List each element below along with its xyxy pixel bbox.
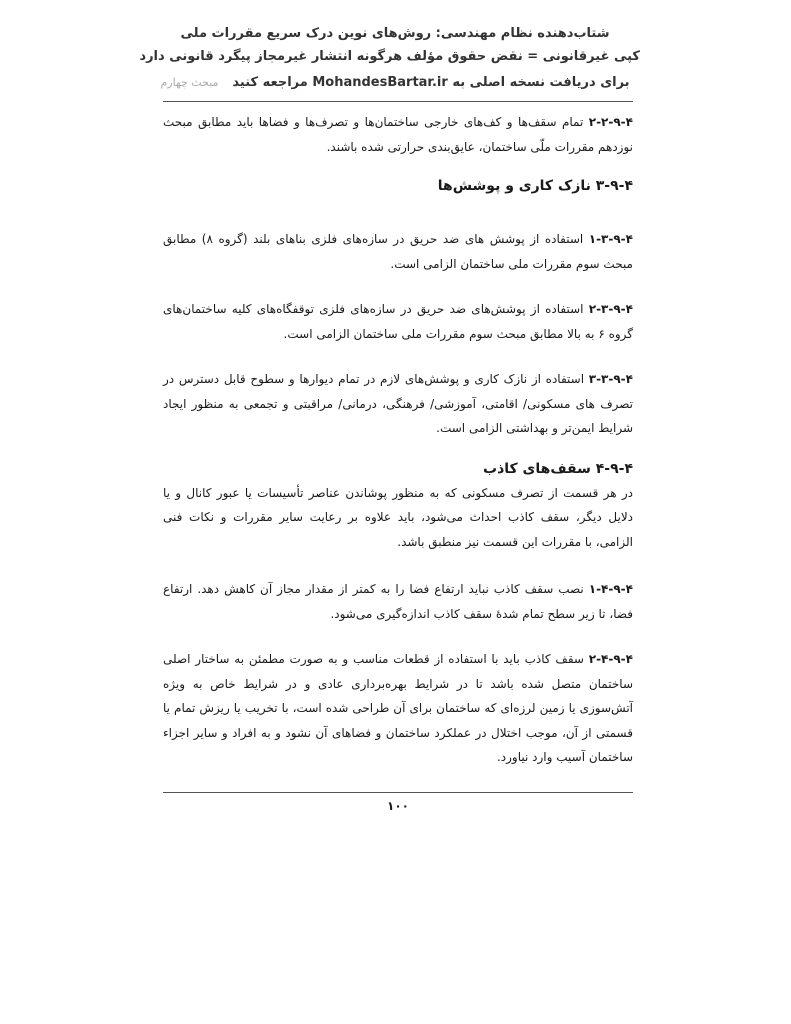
clause-text: سقف کاذب باید با استفاده از قطعات مناسب و به صورت مطمئن به ساختار اصلی ساختمان متصل شده باشد تا در شرایط بهره‌برداری عادی و در شرایط خاص به ویژه آتش‌سوزی یا زمین لرزه‌ای که ساختمان برای آن طراحی شده است، با تخریب یا ریزش تمام یا قسمتی از آن، موجب اختلال در عملکرد ساختمان و فضاهای آن نشود و به افراد و سایر اجزاء ساختمان آسیب وارد نیاورد.: [163, 652, 633, 764]
clause-number: ۴-۹-۴-۱: [588, 582, 633, 596]
footer-rule: [163, 792, 633, 793]
clause-text: استفاده از پوشش های ضد حریق در سازه‌های فلزی بناهای بلند (گروه ۸) مطابق مبحث سوم مقررات ملی ساختمان الزامی است.: [163, 232, 633, 271]
heading-number: ۴-۹-۴: [595, 460, 633, 477]
clause-number: ۴-۹-۳-۲: [588, 302, 633, 316]
clause-text: استفاده از پوشش‌های ضد حریق در سازه‌های فلزی توقفگاه‌های کلیه ساختمان‌های گروه ۶ به بالا مطابق مبحث سوم مقررات ملی ساختمان الزامی است.: [163, 302, 633, 341]
paragraph-4-9-3-3: [163, 367, 633, 441]
clause-text: استفاده از نازک کاری و پوشش‌های لازم در تمام دیوارها و سطوح قابل دسترس در تصرف های مسکونی/ اقامتی، آموزشی/ فرهنگی، درمانی/ مراقبتی و تجمعی به منظور ایجاد شرایط ایمن‌تر و بهداشتی الزامی است.: [163, 372, 633, 435]
paragraph-4-9-3-2: [163, 297, 633, 346]
heading-number: ۴-۹-۳: [595, 178, 633, 194]
clause-text: نصب سقف کاذب نباید ارتفاع فضا را به کمتر از مقدار مجاز آن کاهش دهد. ارتفاع فضا، تا زیر سطح تمام شدهٔ سقف کاذب اندازه‌گیری می‌شود.: [163, 582, 633, 621]
header-row: [150, 75, 640, 90]
heading-4-9-4: [163, 459, 633, 479]
page-number: ۱۰۰: [387, 798, 409, 813]
header-rule: [163, 101, 633, 102]
watermark-line-3: برای دریافت نسخه اصلی به MohandesBartar.ir مراجعه کنید: [232, 75, 630, 90]
heading-text: نازک کاری و پوشش‌ها: [437, 178, 596, 194]
running-header-chapter: مبحث چهارم: [160, 76, 219, 89]
watermark-line-1: شتاب‌دهنده نظام مهندسی: روش‌های نوین درک سریع مقررات ملی: [180, 26, 610, 41]
paragraph-4-9-2-2: [163, 110, 633, 159]
paragraph-4-9-3-1: [163, 227, 633, 276]
clause-text: تمام سقف‌ها و کف‌های خارجی ساختمان‌ها و تصرف‌ها و فضاها باید مطابق مبحث نوزدهم مقررات ملّی ساختمان، عایق‌بندی حرارتی شده باشند.: [163, 115, 633, 154]
clause-number: ۴-۹-۲-۲: [588, 115, 633, 129]
clause-number: ۴-۹-۴-۲: [588, 652, 633, 666]
page-body: [163, 110, 633, 813]
clause-number: ۴-۹-۳-۳: [588, 372, 633, 386]
clause-text: در هر قسمت از تصرف مسکونی که به منظور پوشاندن عناصر تأسیسات یا عبور کانال و یا دلایل دیگر، سقف کاذب احداث می‌شود، باید علاوه بر رعایت سایر مقررات و نکات فنی الزامی، با مقررات این قسمت نیز منطبق باشد.: [163, 485, 633, 549]
paragraph-4-9-4-1: [163, 577, 633, 626]
heading-text: سقف‌های کاذب: [483, 460, 596, 477]
heading-4-9-3: [163, 176, 633, 196]
paragraph-intro-false-ceiling: [163, 481, 633, 555]
watermark-line-2: کپی غیرقانونی = نقض حقوق مؤلف هرگونه انتشار غیرمجاز پیگرد قانونی دارد: [139, 49, 640, 64]
paragraph-4-9-4-2: [163, 647, 633, 770]
clause-number: ۴-۹-۳-۱: [588, 232, 633, 246]
